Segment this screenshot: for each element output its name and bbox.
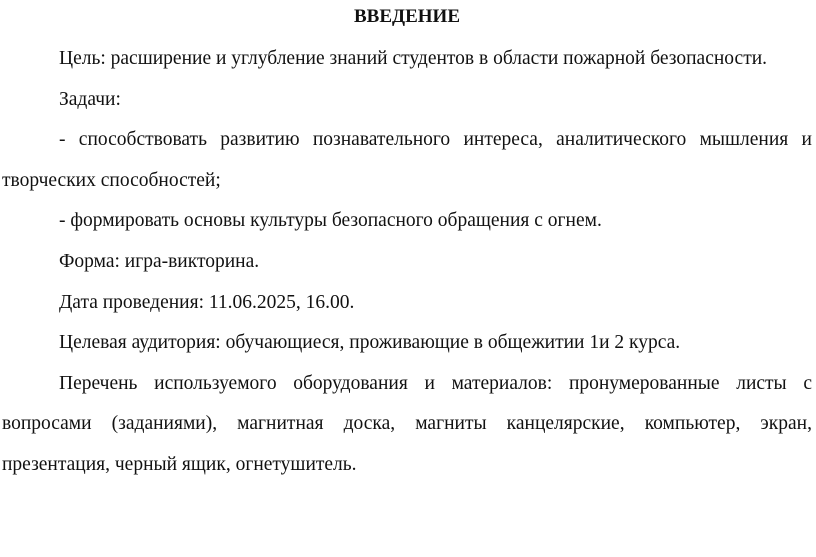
paragraph-audience: Целевая аудитория: обучающиеся, проживающие в общежитии 1и 2 курса. xyxy=(59,332,681,354)
paragraph-task-1: - способствовать развитию познавательного интереса, аналитического мышления и творческих способностей; xyxy=(2,129,812,191)
document-title: ВВЕДЕНИЕ xyxy=(354,6,460,27)
document-body xyxy=(2,39,812,486)
paragraph-tasks-heading: Задачи: xyxy=(59,88,121,110)
paragraph-date: Дата проведения: 11.06.2025, 16.00. xyxy=(59,291,355,313)
paragraph-task-2: - формировать основы культуры безопасного обращения с огнем. xyxy=(59,210,602,232)
paragraph-equipment: Перечень используемого оборудования и материалов: пронумерованные листы с вопросами (заданиями), магнитная доска, магниты канцелярские, компьютер, экран, презентация, черный ящик, огнетушитель. xyxy=(2,372,812,475)
paragraph-form: Форма: игра-викторина. xyxy=(59,250,260,272)
paragraph-goal: Цель: расширение и углубление знаний студентов в области пожарной безопасности. xyxy=(59,48,768,69)
